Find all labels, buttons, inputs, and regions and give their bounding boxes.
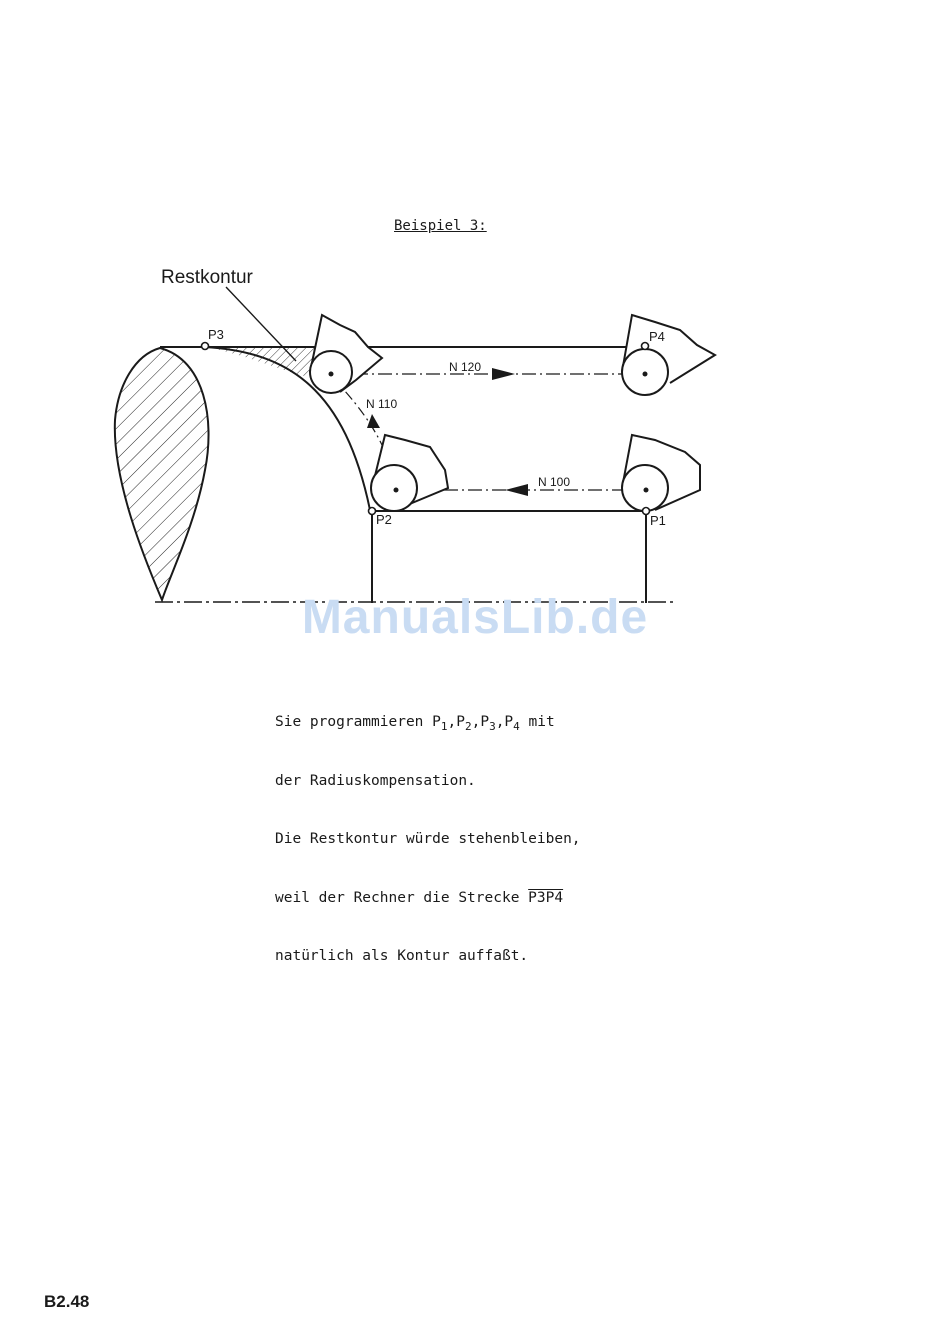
- caption-text: [275, 674, 581, 986]
- separator-3: ,: [495, 714, 505, 730]
- p2-symbol: P: [456, 714, 465, 730]
- point-p2-marker: [369, 508, 376, 515]
- point-p1-marker: [643, 508, 650, 515]
- teardrop-shape: [115, 348, 209, 600]
- p2-label: P2: [376, 512, 392, 527]
- caption-line-4: [275, 889, 581, 909]
- tool-insert-top-left: [310, 315, 382, 393]
- caption-line-1-prefix: Sie programmieren: [275, 714, 433, 730]
- n110-arrow-icon: [367, 414, 380, 428]
- watermark: ManualsLib.de: [301, 591, 649, 644]
- p3-label: P3: [208, 327, 224, 342]
- n100-label: N 100: [538, 475, 571, 489]
- caption-line-1: [275, 713, 581, 733]
- p3-subscript: 3: [489, 720, 496, 733]
- p1-symbol: P: [432, 714, 441, 730]
- caption-line-2: der Radiuskompensation.: [275, 772, 476, 789]
- tool-insert-bottom-right: [622, 435, 700, 511]
- caption-line-5: natürlich als Kontur auffaßt.: [275, 948, 529, 964]
- restkontur-region: [205, 347, 318, 378]
- n100-arrow-icon: [505, 484, 528, 496]
- example-heading: Beispiel 3:: [394, 218, 487, 234]
- n120-label: N 120: [449, 360, 482, 374]
- caption-line-3: Die Restkontur würde stehenbleiben,: [275, 831, 581, 847]
- separator-1: ,: [447, 714, 457, 730]
- p2-subscript: 2: [464, 720, 472, 733]
- separator-2: ,: [471, 714, 481, 730]
- p3-symbol: P: [480, 714, 490, 730]
- caption-line-1-suffix: mit: [519, 714, 555, 730]
- p1-label: P1: [650, 513, 666, 528]
- restkontur-label: Restkontur: [161, 267, 253, 288]
- p1-subscript: 1: [440, 720, 448, 733]
- point-p3-marker: [202, 343, 209, 350]
- p4-subscript: 4: [513, 720, 520, 733]
- p4-label: P4: [649, 329, 665, 344]
- segment-p3p4: P3P4: [528, 889, 564, 906]
- page-number: B2.48: [44, 1292, 90, 1311]
- p4-symbol: P: [504, 714, 514, 730]
- caption-line-4-prefix: weil der Rechner die Strecke: [275, 889, 529, 906]
- n120-arrow-icon: [492, 368, 515, 380]
- n110-label: N 110: [366, 397, 398, 411]
- tool-insert-top-right: [622, 315, 715, 395]
- tool-insert-bottom-left: [371, 435, 448, 511]
- point-p4-marker: [642, 343, 649, 350]
